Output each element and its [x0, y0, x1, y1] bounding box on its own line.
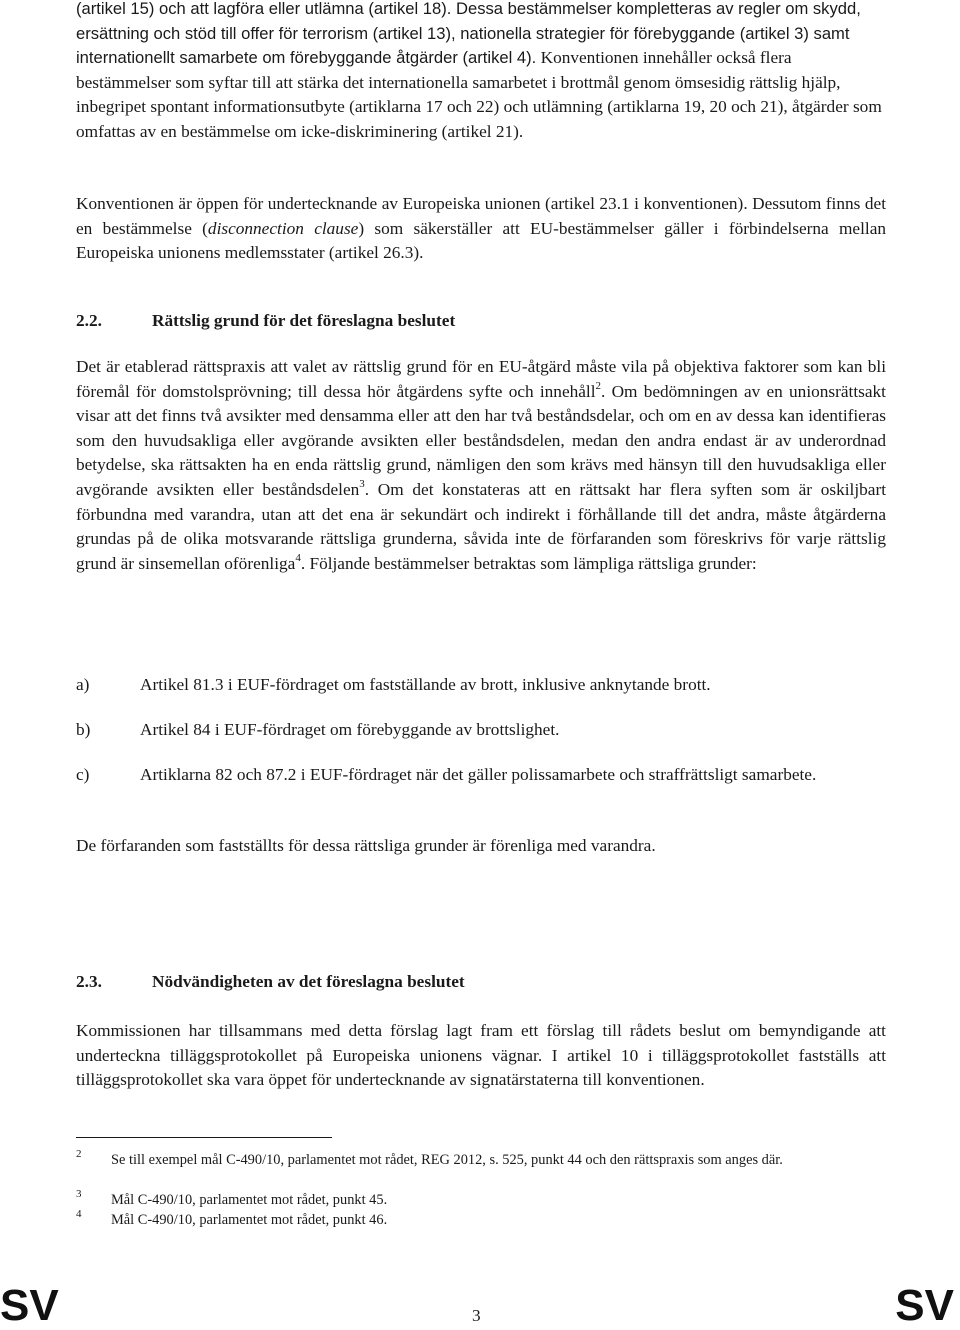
- footnote-text: Mål C-490/10, parlamentet mot rådet, punkt 46.: [111, 1212, 388, 1228]
- closing-text: De förfaranden som fastställts för dessa rättsliga grunder är förenliga med varandra.: [76, 836, 656, 855]
- section-heading-2-3: [76, 972, 465, 992]
- footer-page-number: 3: [472, 1306, 481, 1325]
- section-title: Nödvändigheten av det föreslagna beslutet: [152, 972, 465, 991]
- footer-language-right: SV: [895, 1281, 954, 1330]
- footnote-2: [76, 1148, 886, 1170]
- footnote-ref-3[interactable]: 3: [359, 478, 365, 491]
- list-text: Artiklarna 82 och 87.2 i EUF-fördraget när det gäller polissamarbete och straffrättsligt samarbete.: [140, 765, 817, 784]
- footnote-number: 3: [76, 1188, 82, 1200]
- footnote-ref-4[interactable]: 4: [295, 551, 301, 564]
- footnote-3: [76, 1188, 886, 1210]
- paragraph-compatible-procedures: [76, 834, 886, 859]
- paragraph-top-serif: Konventionen innehåller också flera bestämmelser som syftar till att stärka det internationella samarbetet i brottmål genom ömsesidig rättslig hjälp, inbegripet spontant informationsutbyte (artiklarna 17 och 22) och utlämning (artiklarna 19, 20 och 21), åtgärder som omfattas av en bestämmelse om icke-diskriminering (artikel 21).: [76, 48, 882, 141]
- paragraph-necessity: [76, 1019, 886, 1093]
- paragraph-legal-basis: [76, 355, 886, 576]
- paragraph-open-part1: Konventionen är öppen för undertecknande av Europeiska unionen (artikel 23.1 i konventionen). Dessutom finns det en bestämmelse (: [76, 194, 886, 238]
- list-item-b: [76, 718, 886, 743]
- necessity-text: Kommissionen har tillsammans med detta förslag lagt fram ett förslag till rådets beslut om bemyndigande att underteckna tilläggsprotokollet på Europeiska unionens vägnar. I artikel 10 i tilläggsprotokollet fastställs att tilläggsprotokollet ska vara öppet för undertecknande av signatärstaterna till konventionen.: [76, 1021, 886, 1090]
- list-item-c: [76, 763, 886, 788]
- section-heading-2-2: [76, 311, 455, 331]
- footnote-number: 4: [76, 1208, 82, 1220]
- footnote-text: Mål C-490/10, parlamentet mot rådet, punkt 45.: [111, 1192, 388, 1208]
- paragraph-convention-open: [76, 192, 886, 266]
- footer-language-left: SV: [0, 1281, 59, 1330]
- list-letter: b): [76, 720, 91, 739]
- footnote-text: Se till exempel mål C-490/10, parlamentet mot rådet, REG 2012, s. 525, punkt 44 och den rättspraxis som anges där.: [111, 1152, 783, 1168]
- footnote-number: 2: [76, 1148, 82, 1160]
- section-title: Rättslig grund för det föreslagna beslutet: [152, 311, 456, 330]
- footnote-divider: [76, 1137, 332, 1138]
- list-letter: a): [76, 675, 90, 694]
- list-text: Artikel 84 i EUF-fördraget om förebyggande av brottslighet.: [140, 720, 560, 739]
- section-number: 2.2.: [76, 311, 102, 330]
- legal-basis-text-4: . Följande bestämmelser betraktas som lämpliga rättsliga grunder:: [300, 553, 757, 573]
- legal-basis-text-1: Det är etablerad rättspraxis att valet av rättslig grund för en EU-åtgärd måste vila på objektiva faktorer som kan bli föremål för domstolsprövning; till dessa hör åtgärdens syfte och innehåll: [76, 357, 886, 401]
- paragraph-convention-provisions: [76, 0, 886, 145]
- list-text: Artikel 81.3 i EUF-fördraget om fastställande av brott, inklusive anknytande brott.: [140, 675, 711, 694]
- footnote-ref-2[interactable]: 2: [595, 379, 602, 392]
- paragraph-top-sans: (artikel 15) och att lagföra eller utlämna (artikel 18). Dessa bestämmelser kompletteras av regler om skydd, ersättning och stöd till offer för terrorism (artikel 13), nationella strategier för förebyggande (artikel 3) samt internationellt samarbete om förebyggande åtgärder (artikel 4).: [76, 0, 861, 68]
- footnote-4: [76, 1208, 886, 1230]
- list-item-a: [76, 673, 886, 698]
- disconnection-clause-term: disconnection clause: [207, 218, 359, 238]
- section-number: 2.3.: [76, 972, 102, 991]
- list-letter: c): [76, 765, 90, 784]
- legal-basis-text-3: . Om det konstateras att en rättsakt har flera syften som är oskiljbart förbundna med varandra, utan att det ena är sekundärt och indirekt i förhållande till det andra, måste åtgärderna grundas på de olika motsvarande rättsliga grunderna, såvida inte de förfaranden som föreskrivs för varje rättslig grund är sinsemellan oförenliga: [76, 479, 886, 573]
- legal-basis-text-2: . Om bedömningen av en unionsrättsakt visar att det finns två avsikter med densamma eller att den har två beståndsdelar, och om en av dessa kan identifieras som den huvudsakliga eller avgörande avsikten eller beståndsdelen, medan den andra endast är av underordnad betydelse, ska rättsakten ha en enda rättslig grund, nämligen den som krävs med hänsyn till den huvudsakliga eller avgörande avsikten eller beståndsdelen: [76, 381, 886, 499]
- paragraph-open-part2: ) som säkerställer att EU-bestämmelser gäller i förbindelserna mellan Europeiska unionens medlemsstater (artikel 26.3).: [76, 218, 887, 263]
